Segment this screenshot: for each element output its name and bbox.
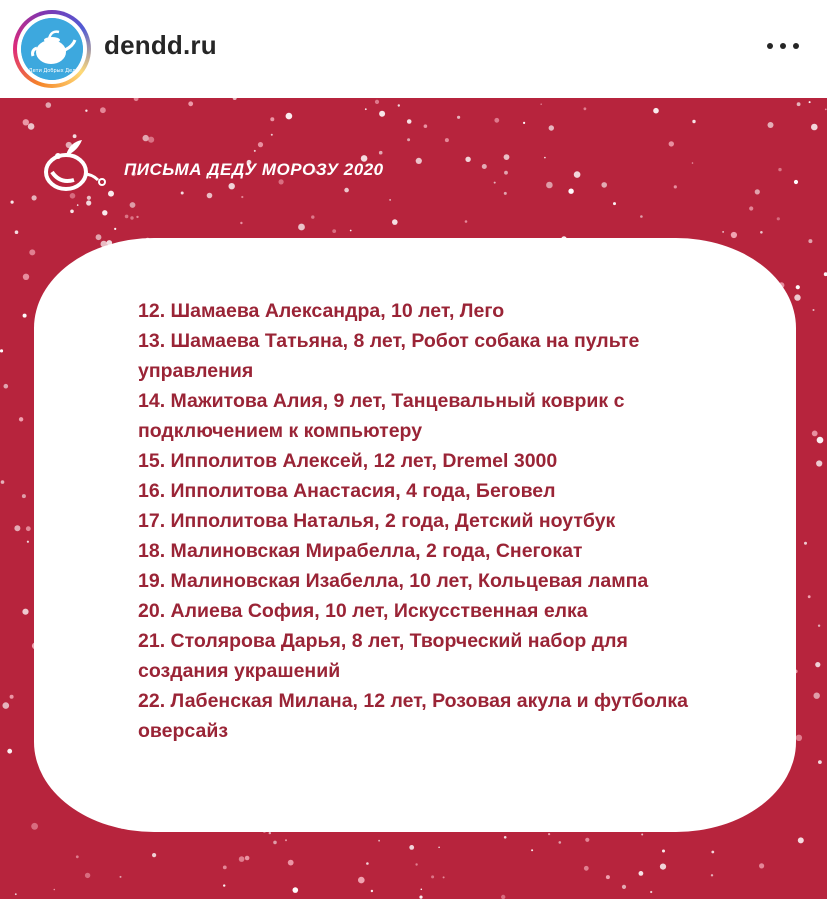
snowflake: [409, 845, 414, 850]
snowflake: [10, 695, 14, 699]
letters-card: [34, 238, 796, 832]
snowflake: [181, 192, 184, 195]
snowflake: [365, 108, 367, 110]
snowflake: [692, 120, 695, 123]
snowflake: [731, 232, 737, 238]
snowflake: [818, 625, 820, 627]
post-title: ПИСЬМА ДЕДУ МОРОЗУ 2020: [124, 160, 384, 179]
snowflake: [443, 876, 445, 878]
snowflake: [270, 117, 274, 121]
snowflake: [288, 860, 294, 866]
list-item: 20. Алиева София, 10 лет, Искусственная елка: [138, 600, 588, 622]
snowflake: [546, 182, 553, 189]
post-header: [0, 0, 827, 98]
snowflake: [332, 229, 336, 233]
snowflake: [28, 123, 35, 130]
list-item: 18. Малиновская Мирабелла, 2 года, Снегокат: [138, 540, 583, 562]
username[interactable]: dendd.ru: [104, 30, 217, 60]
snowflake: [389, 199, 391, 201]
snowflake: [796, 735, 802, 741]
snowflake: [421, 889, 423, 891]
snowflake: [501, 895, 505, 899]
snowflake: [568, 189, 573, 194]
snowflake: [818, 760, 822, 764]
snowflake: [273, 841, 277, 845]
snowflake: [407, 138, 410, 141]
snowflake: [613, 202, 616, 205]
snowflake: [371, 890, 373, 892]
snowflake: [130, 202, 136, 208]
snowflake: [239, 856, 245, 862]
snowflake: [407, 119, 412, 124]
snowflake: [223, 866, 227, 870]
more-horizontal-icon: [767, 43, 773, 49]
snowflake: [482, 164, 487, 169]
snowflake: [796, 285, 800, 289]
snowflake: [19, 417, 23, 421]
snowflake: [344, 188, 349, 193]
snowflake: [760, 231, 763, 234]
snowflake: [114, 228, 116, 230]
avatar[interactable]: [21, 18, 83, 80]
snowflake: [298, 224, 305, 231]
snowflake: [240, 222, 242, 224]
snowflake: [86, 200, 91, 205]
snowflake: [70, 210, 74, 214]
snowflake: [749, 206, 753, 210]
snowflake: [584, 107, 587, 110]
snowflake: [674, 185, 677, 188]
snowflake: [811, 124, 818, 131]
snowflake: [794, 294, 800, 300]
snowflake: [3, 702, 10, 709]
snowflake: [640, 215, 643, 218]
snowflake: [755, 189, 760, 194]
snowflake: [804, 542, 807, 545]
list-item: 12. Шамаева Александра, 10 лет, Лего: [138, 300, 505, 322]
list-item: 15. Ипполитов Алексей, 12 лет, Dremel 3000: [138, 450, 558, 472]
snowflake: [11, 201, 14, 204]
snowflake: [768, 122, 774, 128]
snowflake: [4, 384, 9, 389]
snowflake: [424, 124, 428, 128]
snowflake: [431, 875, 434, 878]
snowflake: [134, 98, 139, 101]
list-item: 14. Мажитова Алия, 9 лет, Танцевальный коврик с подключением к компьютеру: [138, 390, 625, 442]
snowflake: [100, 107, 106, 113]
snowflake: [692, 162, 694, 164]
snowflake: [223, 884, 225, 886]
snowflake: [419, 896, 422, 899]
snowflake: [808, 239, 812, 243]
snowflake: [245, 856, 250, 861]
snowflake: [574, 171, 581, 178]
snowflake: [379, 151, 383, 155]
snowflake: [233, 98, 237, 100]
snowflake: [378, 840, 380, 842]
snowflake: [293, 887, 299, 893]
list-item: 22. Лабенская Милана, 12 лет, Розовая акула и футболка оверсайз: [138, 690, 688, 742]
snowflake: [31, 823, 38, 830]
snowflake: [148, 137, 154, 143]
snowflake: [808, 595, 811, 598]
snowflake: [27, 541, 29, 543]
list-item: 13. Шамаева Татьяна, 8 лет, Робот собака на пульте управления: [138, 330, 640, 382]
snowflake: [465, 157, 470, 162]
snowflake: [54, 889, 56, 891]
snowflake: [23, 274, 29, 280]
list-item: 16. Ипполитова Анастасия, 4 года, Беговел: [138, 480, 556, 502]
teapot-logo-icon: [21, 18, 83, 80]
snowflake: [778, 168, 781, 171]
snowflake: [77, 204, 79, 206]
snowflake: [271, 134, 273, 136]
snowflake: [85, 110, 87, 112]
snowflake: [639, 871, 644, 876]
snowflake: [375, 100, 379, 104]
snowflake: [504, 836, 507, 839]
list-item: 17. Ипполитова Наталья, 2 года, Детский ноутбук: [138, 510, 616, 532]
snowflake: [258, 142, 263, 147]
snowflake: [504, 171, 508, 175]
snowflake: [817, 437, 824, 444]
snowflake: [812, 431, 818, 437]
snowflake: [416, 158, 422, 164]
snowflake: [585, 838, 589, 842]
snowflake: [816, 460, 822, 466]
snowflake: [540, 103, 542, 105]
snowflake: [504, 154, 510, 160]
snowflake: [22, 494, 26, 498]
snowflake: [438, 847, 440, 849]
snowflake: [825, 109, 827, 111]
snowflake: [207, 193, 213, 199]
snowflake: [794, 180, 798, 184]
svg-text:Дети Добрых Дел: Дети Добрых Дел: [28, 68, 76, 74]
letters-list: [138, 296, 698, 746]
snowflake: [269, 832, 271, 834]
snowflake: [660, 864, 666, 870]
snowflake: [279, 179, 284, 184]
snowflake: [465, 220, 468, 223]
snowflake: [445, 138, 449, 142]
snowflake: [531, 849, 533, 851]
snowflake: [366, 862, 369, 865]
snowflake: [1, 480, 5, 484]
snowflake: [254, 150, 256, 152]
snowflake: [504, 192, 507, 195]
snowflake: [798, 837, 804, 843]
snowflake: [152, 853, 156, 857]
snowflake: [809, 101, 811, 103]
snowflake: [31, 195, 36, 200]
snowflake: [136, 216, 138, 218]
snowflake: [85, 873, 90, 878]
snowflake: [15, 230, 19, 234]
snowflake: [350, 230, 352, 232]
snowflake: [285, 839, 287, 841]
snowflake: [125, 215, 129, 219]
snowflake: [813, 309, 815, 311]
snowflake: [15, 893, 17, 895]
snowflake: [662, 850, 665, 853]
snowflake: [777, 217, 780, 220]
snowflake: [22, 609, 28, 615]
snowflake: [653, 108, 659, 114]
snowflake: [102, 210, 107, 215]
snowflake: [120, 876, 122, 878]
snowflake: [311, 215, 314, 218]
snowflake: [559, 841, 562, 844]
snowflake: [549, 125, 554, 130]
snowflake: [379, 111, 385, 117]
snowflake: [0, 349, 3, 352]
snowflake: [415, 863, 417, 865]
snowflake: [797, 102, 801, 106]
snowflake: [76, 855, 79, 858]
snowflake: [286, 113, 293, 120]
snowflake: [711, 851, 714, 854]
snowflake: [398, 104, 400, 106]
snowflake: [722, 231, 724, 233]
snowflake: [392, 219, 398, 225]
snowflake: [523, 122, 525, 124]
snowflake: [23, 314, 27, 318]
apple-teapot-logo-icon: [40, 138, 120, 198]
snowflake: [96, 234, 102, 240]
snowflake: [815, 662, 820, 667]
story-ring[interactable]: [13, 10, 91, 88]
snowflake: [358, 877, 365, 884]
snowflake: [494, 118, 499, 123]
snowflake: [814, 693, 820, 699]
snowflake: [584, 866, 589, 871]
snowflake: [641, 834, 643, 836]
list-item: 19. Малиновская Изабелла, 10 лет, Кольцевая лампа: [138, 570, 649, 592]
snowflake: [14, 525, 20, 531]
snowflake: [622, 885, 626, 889]
snowflake: [143, 135, 149, 141]
snowflake: [544, 157, 546, 159]
snowflake: [494, 182, 496, 184]
snowflake: [23, 119, 29, 125]
snowflake: [229, 183, 235, 189]
snowflake: [46, 102, 52, 108]
snowflake: [711, 874, 713, 876]
more-options-button[interactable]: [765, 36, 801, 56]
post-image[interactable]: [0, 98, 827, 899]
snowflake: [457, 116, 460, 119]
snowflake: [669, 141, 674, 146]
snowflake: [650, 891, 652, 893]
snowflake: [29, 249, 35, 255]
snowflake: [188, 101, 193, 106]
snowflake: [7, 749, 12, 754]
snowflake: [130, 216, 133, 219]
snowflake: [241, 196, 243, 198]
snowflake: [548, 833, 550, 835]
snowflake: [759, 863, 764, 868]
list-item: 21. Столярова Дарья, 8 лет, Творческий набор для создания украшений: [138, 630, 628, 682]
snowflake: [606, 875, 610, 879]
snowflake: [26, 526, 31, 531]
snowflake: [601, 182, 607, 188]
